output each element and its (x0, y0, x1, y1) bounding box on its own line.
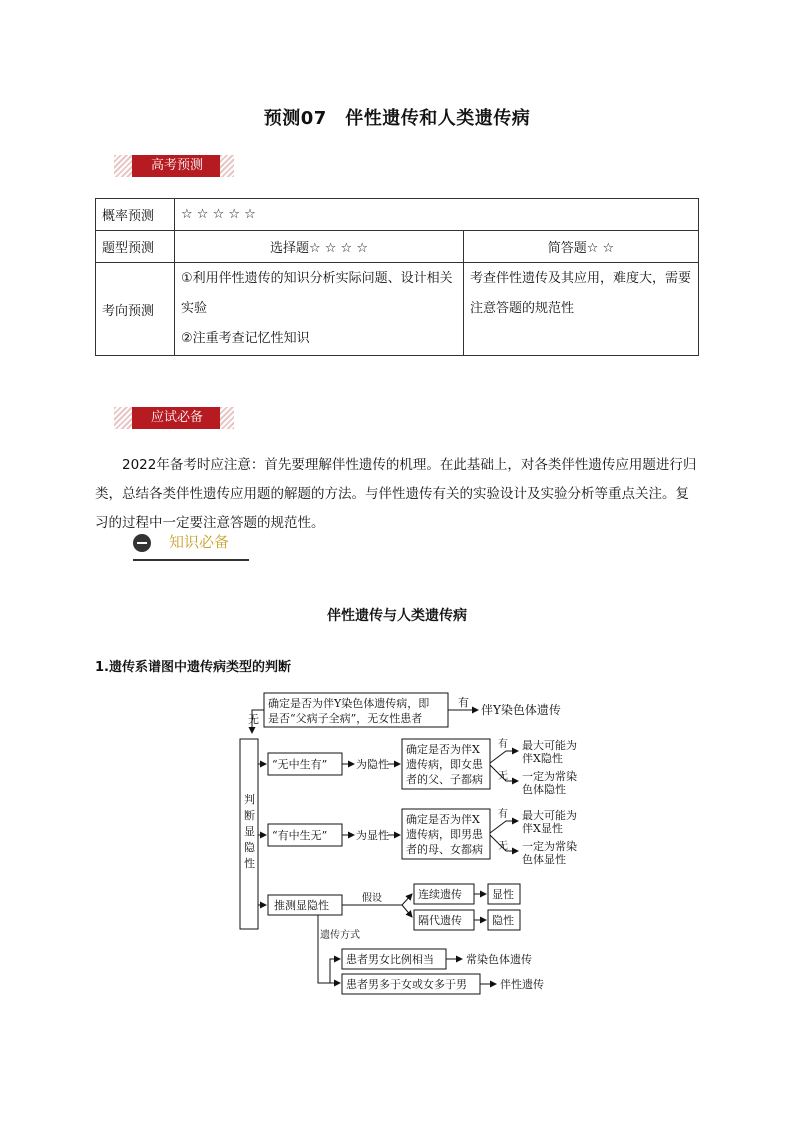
gaokao-banner-label: 高考预测 (132, 155, 222, 177)
row-label: 概率预测 (96, 199, 175, 231)
ratio-equal-label: 患者男女比例相当 (346, 953, 434, 966)
result-line: 一定为常染 (522, 840, 577, 853)
result-line: 色体显性 (522, 853, 566, 866)
result-line: 伴X隐性 (522, 752, 563, 765)
row-label: 考向预测 (96, 263, 175, 356)
knowledge-header-label: 知识必备 (169, 533, 230, 551)
result-line: 最大可能为 (522, 809, 577, 822)
label-you: 有 (498, 809, 508, 820)
choice-question-stars: 选择题☆ ☆ ☆ ☆ (175, 231, 464, 263)
short-answer-stars: 简答题☆ ☆ (464, 231, 699, 263)
diagram-top-line2: 是否“父病子全病”，无女性患者 (268, 712, 423, 725)
continuous-label: 连续遗传 (418, 888, 462, 901)
infer-label: 推测显隐性 (274, 899, 329, 912)
diagram-top-line1: 确定是否为伴Y染色体遗传病，即 (268, 697, 430, 710)
recessive-result: 隐性 (492, 914, 514, 927)
section-heading: 1.遗传系谱图中遗传病类型的判断 (95, 660, 291, 675)
probability-stars: ☆ ☆ ☆ ☆ ☆ (175, 199, 699, 231)
dominant-label: 为显性 (356, 829, 389, 842)
judge-char: 显 (244, 825, 255, 838)
x2-line: 确定是否为伴X (406, 813, 480, 826)
direction-item-2: ②注重考查记忆性知识 (181, 331, 310, 346)
wuzhongshengyou-label: “无中生有” (272, 758, 328, 771)
label-you: 有 (458, 696, 469, 709)
judge-char: 断 (244, 809, 255, 822)
sex-linked-result: 伴性遗传 (500, 978, 544, 991)
label-wu: 无 (498, 771, 508, 782)
forecast-table (95, 198, 699, 356)
page-title: 预测07 伴性遗传和人类遗传病 (263, 108, 531, 129)
skip-gen-label: 隔代遗传 (418, 914, 462, 927)
label-wu: 无 (498, 841, 508, 852)
result-line: 最大可能为 (522, 739, 577, 752)
table-row (96, 263, 699, 356)
dominant-result: 显性 (492, 888, 514, 901)
assume-label: 假设 (362, 893, 382, 904)
youzhongshengwu-label: “有中生无” (272, 829, 328, 842)
row-label: 题型预测 (96, 231, 175, 263)
result-line: 一定为常染 (522, 770, 577, 783)
intro-paragraph: 2022年备考时应注意：首先要理解伴性遗传的机理。在此基础上，对各类伴性遗传应用题进行归类，总结各类伴性遗传应用题的解题的方法。与伴性遗传有关的实验设计及实验分析等重点关注。复习的过程中一定要注意答题的规范性。 (95, 457, 697, 531)
result-line: 色体隐性 (522, 783, 566, 796)
x1-line: 者的父、子都病 (406, 773, 483, 786)
label-you: 有 (498, 739, 508, 750)
x2-line: 遗传病，即男患 (406, 828, 483, 841)
judge-char: 性 (244, 857, 255, 870)
section-subtitle: 伴性遗传与人类遗传病 (327, 608, 467, 624)
result-line: 伴X显性 (522, 822, 563, 835)
autosomal-result: 常染色体遗传 (466, 953, 532, 966)
mode-label: 遗传方式 (320, 930, 360, 941)
judge-char: 隐 (244, 841, 255, 854)
table-row (96, 199, 699, 231)
y-linked-result: 伴Y染色体遗传 (481, 703, 561, 717)
direction-note: 考查伴性遗传及其应用，难度大，需要注意答题的规范性 (464, 263, 699, 356)
direction-item-1: ①利用伴性遗传的知识分析实际问题、设计相关实验 (181, 271, 453, 316)
x1-line: 确定是否为伴X (406, 743, 480, 756)
judge-char: 判 (244, 793, 255, 806)
ratio-unequal-label: 患者男多于女或女多于男 (346, 978, 467, 991)
table-row (96, 231, 699, 263)
yingshi-banner-label: 应试必备 (132, 407, 222, 429)
recessive-label: 为隐性 (356, 758, 389, 771)
x2-line: 者的母、女都病 (406, 843, 483, 856)
gaokao-banner (114, 155, 236, 177)
x1-line: 遗传病，即女患 (406, 758, 483, 771)
pedigree-flow-diagram (226, 687, 596, 1007)
minus-circle-icon (133, 534, 151, 552)
yingshi-banner (114, 407, 236, 429)
label-wu: 无 (248, 713, 259, 726)
